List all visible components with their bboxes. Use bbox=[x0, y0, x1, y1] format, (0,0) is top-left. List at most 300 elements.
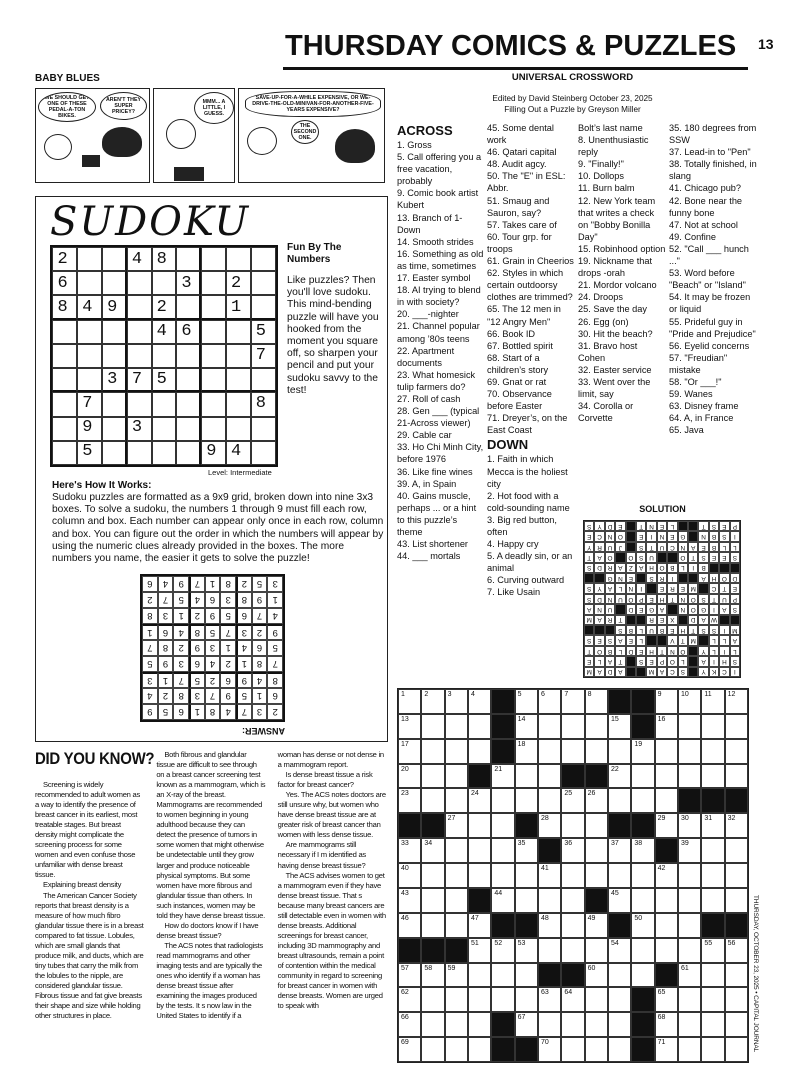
crossword-cell[interactable] bbox=[421, 863, 444, 888]
clue: 27. Roll of cash bbox=[397, 393, 461, 404]
crossword-cell[interactable] bbox=[445, 1037, 468, 1062]
crossword-cell[interactable] bbox=[608, 838, 631, 863]
crossword-cell[interactable] bbox=[515, 888, 538, 913]
crossword-cell[interactable] bbox=[655, 788, 678, 813]
solution-cell: D bbox=[730, 573, 740, 583]
clue: 34. Corolla or Corvette bbox=[578, 401, 634, 424]
crossword-cell[interactable] bbox=[468, 913, 491, 938]
crossword-cell[interactable] bbox=[468, 838, 491, 863]
crossword-cell[interactable] bbox=[538, 739, 561, 764]
black-square bbox=[631, 689, 654, 714]
crossword-cell[interactable] bbox=[678, 888, 701, 913]
crossword-cell[interactable] bbox=[678, 863, 701, 888]
crossword-cell[interactable] bbox=[515, 987, 538, 1012]
solution-cell: L bbox=[730, 646, 740, 656]
crossword-cell[interactable] bbox=[445, 714, 468, 739]
crossword-cell[interactable] bbox=[445, 888, 468, 913]
clue-number: 36 bbox=[564, 840, 573, 848]
crossword-cell[interactable] bbox=[701, 863, 724, 888]
crossword-cell[interactable] bbox=[678, 813, 701, 838]
crossword-cell[interactable] bbox=[398, 987, 421, 1012]
crossword-cell[interactable] bbox=[631, 764, 654, 789]
crossword-cell[interactable] bbox=[585, 714, 608, 739]
crossword-cell[interactable] bbox=[445, 987, 468, 1012]
solution-cell: T bbox=[615, 615, 625, 625]
sudoku-answer-cell: 9 bbox=[142, 704, 158, 720]
crossword-cell[interactable] bbox=[678, 987, 701, 1012]
crossword-cell[interactable] bbox=[421, 987, 444, 1012]
crossword-cell[interactable] bbox=[468, 938, 491, 963]
clue: 60. Tour grp. for troops bbox=[487, 231, 552, 254]
sudoku-answer-cell: 5 bbox=[173, 592, 189, 608]
crossword-cell[interactable] bbox=[585, 838, 608, 863]
speech-bubble: THE SECOND ONE. bbox=[291, 120, 319, 144]
crossword-cell[interactable] bbox=[725, 739, 748, 764]
crossword-cell[interactable] bbox=[515, 1012, 538, 1037]
crossword-cell[interactable] bbox=[585, 938, 608, 963]
crossword-cell[interactable] bbox=[515, 788, 538, 813]
sudoku-answer-cell: 7 bbox=[158, 592, 174, 608]
crossword-cell[interactable] bbox=[701, 813, 724, 838]
solution-cell: S bbox=[636, 542, 646, 552]
solution-cell: D bbox=[594, 594, 604, 604]
solution-cell: O bbox=[615, 531, 625, 541]
crossword-cell[interactable] bbox=[701, 938, 724, 963]
solution-cell: N bbox=[667, 646, 677, 656]
solution-cell: A bbox=[698, 615, 708, 625]
crossword-cell[interactable] bbox=[631, 788, 654, 813]
crossword-cell[interactable] bbox=[398, 764, 421, 789]
clue-number: 48 bbox=[541, 914, 549, 922]
crossword-cell[interactable] bbox=[515, 838, 538, 863]
crossword-cell[interactable] bbox=[398, 739, 421, 764]
crossword-cell[interactable] bbox=[561, 813, 584, 838]
crossword-cell[interactable] bbox=[421, 714, 444, 739]
crossword-cell[interactable] bbox=[725, 1037, 748, 1062]
crossword-cell[interactable] bbox=[608, 739, 631, 764]
crossword-cell[interactable] bbox=[725, 938, 748, 963]
clue-section-heading: DOWN bbox=[487, 437, 529, 453]
crossword-cell[interactable] bbox=[678, 739, 701, 764]
sudoku-answer-cell: 2 bbox=[158, 688, 174, 704]
crossword-cell[interactable] bbox=[701, 888, 724, 913]
clue: 57. "Freudian" mistake bbox=[669, 352, 728, 375]
tablet-drawing bbox=[82, 155, 100, 167]
crossword-cell[interactable] bbox=[701, 739, 724, 764]
solution-cell: R bbox=[657, 573, 667, 583]
crossword-cell[interactable] bbox=[725, 987, 748, 1012]
crossword-cell[interactable] bbox=[585, 689, 608, 714]
crossword-cell[interactable] bbox=[398, 863, 421, 888]
footer-dateline: THURSDAY, OCTOBER 23, 2025 • CAPITAL JOURNAL bbox=[752, 895, 759, 1053]
crossword-cell[interactable] bbox=[538, 788, 561, 813]
crossword-cell[interactable] bbox=[398, 1037, 421, 1062]
solution-cell: A bbox=[605, 583, 615, 593]
crossword-cell[interactable] bbox=[445, 838, 468, 863]
crossword-cell[interactable] bbox=[678, 838, 701, 863]
crossword-cell[interactable] bbox=[468, 813, 491, 838]
clue-number: 51 bbox=[471, 939, 479, 947]
crossword-cell[interactable] bbox=[538, 863, 561, 888]
crossword-cell[interactable] bbox=[515, 764, 538, 789]
black-square bbox=[491, 1012, 514, 1037]
clue-number: 13 bbox=[401, 715, 409, 723]
crossword-cell[interactable] bbox=[398, 1012, 421, 1037]
crossword-cell[interactable] bbox=[725, 764, 748, 789]
crossword-cell[interactable] bbox=[421, 788, 444, 813]
article-paragraph: The ACS notes that radiologists read mammograms and other imaging tests and are typically the ones who identify if a woman has dense breast tissue after examining the images produced by the tests. It s now law in the United States to identify if a woman has dense or not dense in a mammogram report. bbox=[156, 750, 384, 1021]
crossword-cell[interactable] bbox=[538, 813, 561, 838]
crossword-cell[interactable] bbox=[561, 739, 584, 764]
crossword-cell[interactable] bbox=[585, 963, 608, 988]
solution-black-square bbox=[626, 656, 636, 666]
crossword-cell[interactable] bbox=[538, 1037, 561, 1062]
crossword-cell[interactable] bbox=[561, 788, 584, 813]
solution-cell: A bbox=[636, 563, 646, 573]
solution-cell: E bbox=[667, 625, 677, 635]
sudoku-answer-cell: 9 bbox=[205, 608, 221, 624]
sudoku-answer-cell: 8 bbox=[189, 624, 205, 640]
crossword-cell[interactable] bbox=[585, 1012, 608, 1037]
crossword-cell[interactable] bbox=[561, 913, 584, 938]
solution-cell: M bbox=[584, 667, 594, 677]
sudoku-answer-cell: 6 bbox=[205, 592, 221, 608]
crossword-cell[interactable] bbox=[491, 863, 514, 888]
crossword-cell[interactable] bbox=[678, 689, 701, 714]
sudoku-title: SUDOKU bbox=[50, 199, 251, 245]
crossword-cell[interactable] bbox=[585, 813, 608, 838]
crossword-cell[interactable] bbox=[678, 963, 701, 988]
crossword-cell[interactable] bbox=[515, 739, 538, 764]
crossword-cell[interactable] bbox=[608, 764, 631, 789]
crossword-cell[interactable] bbox=[538, 913, 561, 938]
crossword-cell[interactable] bbox=[561, 863, 584, 888]
clue: 59. Wanes bbox=[669, 389, 713, 400]
crossword-cell[interactable] bbox=[725, 963, 748, 988]
crossword-cell[interactable] bbox=[631, 888, 654, 913]
crossword-cell[interactable] bbox=[538, 938, 561, 963]
clue-number: 37 bbox=[611, 840, 619, 848]
crossword-cell[interactable] bbox=[468, 714, 491, 739]
crossword-cell[interactable] bbox=[608, 1037, 631, 1062]
crossword-cell[interactable] bbox=[515, 863, 538, 888]
sudoku-row: 375 bbox=[57, 370, 281, 390]
black-square bbox=[421, 938, 444, 963]
crossword-cell[interactable] bbox=[701, 1012, 724, 1037]
crossword-cell[interactable] bbox=[445, 963, 468, 988]
solution-cell: S bbox=[636, 552, 646, 562]
sudoku-answer-cell: 1 bbox=[142, 624, 158, 640]
solution-cell: E bbox=[584, 531, 594, 541]
clue: 24. Droops bbox=[578, 292, 623, 303]
crossword-cell[interactable] bbox=[655, 1012, 678, 1037]
crossword-cell[interactable] bbox=[701, 963, 724, 988]
crossword-cell[interactable] bbox=[515, 689, 538, 714]
crossword-cell[interactable] bbox=[445, 764, 468, 789]
crossword-cell[interactable] bbox=[468, 689, 491, 714]
crossword-cell[interactable] bbox=[491, 764, 514, 789]
black-square bbox=[538, 838, 561, 863]
crossword-cell[interactable] bbox=[561, 1012, 584, 1037]
sudoku-answer-cell: 1 bbox=[158, 672, 174, 688]
solution-cell: E bbox=[657, 521, 667, 531]
crossword-cell[interactable] bbox=[655, 764, 678, 789]
crossword-cell[interactable] bbox=[491, 888, 514, 913]
solution-cell: S bbox=[709, 521, 719, 531]
crossword-cell[interactable] bbox=[468, 1012, 491, 1037]
clue: 19. Nickname that drops -orah bbox=[578, 256, 653, 279]
crossword-cell[interactable] bbox=[561, 689, 584, 714]
solution-cell: N bbox=[605, 594, 615, 604]
crossword-cell[interactable] bbox=[655, 938, 678, 963]
crossword-cell[interactable] bbox=[725, 888, 748, 913]
crossword-cell[interactable] bbox=[725, 813, 748, 838]
clue: 62. Styles in which certain outdoorsy clothes are trimmed? bbox=[487, 268, 573, 303]
clue-column-2 bbox=[487, 122, 575, 599]
crossword-cell[interactable] bbox=[491, 788, 514, 813]
solution-cell: P bbox=[730, 594, 740, 604]
did-you-know-title: DID YOU KNOW? bbox=[35, 749, 155, 768]
crossword-cell[interactable] bbox=[631, 739, 654, 764]
black-square bbox=[725, 788, 748, 813]
crossword-cell[interactable] bbox=[491, 838, 514, 863]
clue: 42. Bone near the funny bone bbox=[669, 195, 743, 218]
sudoku-answer-cell: 6 bbox=[236, 608, 252, 624]
clue: 14. Smooth strides bbox=[397, 236, 474, 247]
crossword-cell[interactable] bbox=[398, 838, 421, 863]
clue-number: 52 bbox=[494, 939, 503, 947]
article-paragraph: The ACS advises women to get a mammogram even if they have dense breast tissue. That s because many breast cancers are still detectable even in women with dense breasts. Additional screenings for breast cancer, including 3D mammography and breast ultrasounds, remain a point of contention within the medical community in regard to screening for breast cancer in women with dense breasts. Women are urged to speak with bbox=[277, 870, 386, 1011]
solution-cell: P bbox=[657, 656, 667, 666]
clue-number: 70 bbox=[541, 1039, 549, 1047]
black-square bbox=[655, 963, 678, 988]
solution-black-square bbox=[636, 615, 646, 625]
crossword-cell[interactable] bbox=[468, 963, 491, 988]
clue-number: 59 bbox=[447, 964, 456, 972]
crossword-cell[interactable] bbox=[701, 1037, 724, 1062]
crossword-cell[interactable] bbox=[701, 987, 724, 1012]
crossword-cell[interactable] bbox=[725, 1012, 748, 1037]
crossword-cell[interactable] bbox=[608, 938, 631, 963]
solution-cell: S bbox=[615, 625, 625, 635]
clue-number: 9 bbox=[657, 691, 662, 698]
crossword-cell[interactable] bbox=[445, 863, 468, 888]
solution-cell: I bbox=[636, 583, 646, 593]
crossword-cell[interactable] bbox=[468, 788, 491, 813]
crossword-cell[interactable] bbox=[398, 689, 421, 714]
crossword-cell[interactable] bbox=[445, 813, 468, 838]
crossword-cell[interactable] bbox=[561, 938, 584, 963]
crossword-cell[interactable] bbox=[725, 863, 748, 888]
crossword-cell[interactable] bbox=[491, 963, 514, 988]
crossword-cell[interactable] bbox=[585, 788, 608, 813]
solution-cell: L bbox=[730, 542, 740, 552]
crossword-cell[interactable] bbox=[468, 863, 491, 888]
sudoku-row: 9 3 bbox=[57, 418, 281, 438]
clue: 10. Dollops bbox=[578, 171, 624, 182]
black-square bbox=[585, 888, 608, 913]
crossword-cell[interactable] bbox=[655, 739, 678, 764]
crossword-cell[interactable] bbox=[538, 888, 561, 913]
crossword-cell[interactable] bbox=[631, 913, 654, 938]
sudoku-answer-cell: 9 bbox=[220, 688, 236, 704]
crossword-cell[interactable] bbox=[725, 689, 748, 714]
clue: 67. Bottled spirit bbox=[487, 340, 553, 351]
crossword-cell[interactable] bbox=[655, 714, 678, 739]
crossword-cell[interactable] bbox=[538, 987, 561, 1012]
crossword-cell[interactable] bbox=[678, 764, 701, 789]
crossword-cell[interactable] bbox=[608, 714, 631, 739]
solution-cell: N bbox=[626, 583, 636, 593]
crossword-cell[interactable] bbox=[585, 913, 608, 938]
crossword-cell[interactable] bbox=[398, 788, 421, 813]
crossword-cell[interactable] bbox=[398, 963, 421, 988]
crossword-cell[interactable] bbox=[655, 987, 678, 1012]
clue: 16. Something as old as time, sometimes bbox=[397, 248, 484, 271]
crossword-cell[interactable] bbox=[421, 1012, 444, 1037]
crossword-cell[interactable] bbox=[678, 938, 701, 963]
crossword-cell[interactable] bbox=[631, 963, 654, 988]
solution-cell: E bbox=[615, 521, 625, 531]
solution-cell: S bbox=[730, 656, 740, 666]
clue-number: 33 bbox=[401, 840, 409, 848]
speech-bubble: MMM... A LITTLE, I GUESS. bbox=[194, 92, 234, 124]
solution-cell: B bbox=[709, 542, 719, 552]
crossword-cell[interactable] bbox=[491, 987, 514, 1012]
solution-cell: C bbox=[667, 542, 677, 552]
solution-cell: J bbox=[615, 542, 625, 552]
crossword-cell[interactable] bbox=[655, 1037, 678, 1062]
crossword-cell[interactable] bbox=[515, 714, 538, 739]
crossword-cell[interactable] bbox=[585, 739, 608, 764]
crossword-cell[interactable] bbox=[421, 1037, 444, 1062]
crossword-cell[interactable] bbox=[421, 888, 444, 913]
crossword-cell[interactable] bbox=[655, 913, 678, 938]
crossword-cell[interactable] bbox=[491, 938, 514, 963]
solution-black-square bbox=[688, 521, 698, 531]
sudoku-row: 7 8 bbox=[57, 394, 281, 414]
crossword-cell[interactable] bbox=[538, 689, 561, 714]
crossword-cell[interactable] bbox=[538, 714, 561, 739]
crossword-cell[interactable] bbox=[398, 888, 421, 913]
solution-cell: E bbox=[730, 583, 740, 593]
solution-cell: B bbox=[709, 531, 719, 541]
sudoku-answer-cell: 8 bbox=[252, 656, 268, 672]
crossword-cell[interactable] bbox=[561, 714, 584, 739]
crossword-cell[interactable] bbox=[421, 838, 444, 863]
crossword-cell[interactable] bbox=[701, 838, 724, 863]
crossword-cell[interactable] bbox=[725, 714, 748, 739]
crossword-cell[interactable] bbox=[538, 764, 561, 789]
crossword-cell[interactable] bbox=[398, 714, 421, 739]
clue-number: 65 bbox=[657, 989, 666, 997]
crossword-cell[interactable] bbox=[421, 689, 444, 714]
crossword-cell[interactable] bbox=[701, 714, 724, 739]
crossword-cell[interactable] bbox=[561, 888, 584, 913]
crossword-cell[interactable] bbox=[585, 987, 608, 1012]
solution-cell: O bbox=[626, 552, 636, 562]
crossword-cell[interactable] bbox=[655, 813, 678, 838]
crossword-cell[interactable] bbox=[421, 764, 444, 789]
crossword-cell[interactable] bbox=[445, 1012, 468, 1037]
crossword-cell[interactable] bbox=[445, 739, 468, 764]
crossword-cell[interactable] bbox=[421, 913, 444, 938]
crossword-cell[interactable] bbox=[655, 689, 678, 714]
solution-cell: E bbox=[626, 573, 636, 583]
solution-cell: G bbox=[605, 573, 615, 583]
sudoku-answer-cell: 6 bbox=[267, 688, 283, 704]
crossword-cell[interactable] bbox=[608, 888, 631, 913]
crossword-cell[interactable] bbox=[468, 987, 491, 1012]
crossword-cell[interactable] bbox=[398, 913, 421, 938]
sudoku-answer-cell: 9 bbox=[252, 592, 268, 608]
clue-number: 66 bbox=[401, 1014, 409, 1022]
crossword-cell[interactable] bbox=[445, 913, 468, 938]
solution-cell: V bbox=[667, 635, 677, 645]
crossword-cell[interactable] bbox=[678, 1012, 701, 1037]
crossword-cell[interactable] bbox=[631, 863, 654, 888]
crossword-cell[interactable] bbox=[678, 1037, 701, 1062]
crossword-cell[interactable] bbox=[491, 813, 514, 838]
clue-number: 8 bbox=[587, 691, 592, 698]
crossword-cell[interactable] bbox=[421, 963, 444, 988]
crossword-cell[interactable] bbox=[678, 913, 701, 938]
crossword-cell[interactable] bbox=[631, 838, 654, 863]
solution-cell: I bbox=[688, 563, 698, 573]
crossword-cell[interactable] bbox=[561, 1037, 584, 1062]
crossword-cell[interactable] bbox=[468, 739, 491, 764]
crossword-cell[interactable] bbox=[515, 963, 538, 988]
clue-number: 30 bbox=[681, 815, 689, 823]
crossword-cell[interactable] bbox=[608, 1012, 631, 1037]
crossword-cell[interactable] bbox=[445, 788, 468, 813]
clue-number: 55 bbox=[704, 939, 713, 947]
black-square bbox=[631, 813, 654, 838]
crossword-cell[interactable] bbox=[701, 689, 724, 714]
solution-cell: M bbox=[584, 615, 594, 625]
crossword-cell[interactable] bbox=[421, 739, 444, 764]
solution-cell: K bbox=[709, 667, 719, 677]
clue: 29. Cable car bbox=[397, 430, 452, 441]
crossword-cell[interactable] bbox=[445, 689, 468, 714]
solution-black-square bbox=[626, 615, 636, 625]
crossword-cell[interactable] bbox=[701, 764, 724, 789]
clue: 41. Chicago pub? bbox=[669, 183, 742, 194]
crossword-cell[interactable] bbox=[608, 963, 631, 988]
clue-number: 6 bbox=[541, 691, 545, 698]
crossword-cell[interactable] bbox=[585, 1037, 608, 1062]
crossword-cell[interactable] bbox=[631, 938, 654, 963]
crossword-cell[interactable] bbox=[608, 863, 631, 888]
crossword-cell[interactable] bbox=[678, 714, 701, 739]
crossword-cell[interactable] bbox=[725, 838, 748, 863]
sudoku-answer-grid bbox=[140, 574, 285, 722]
crossword-cell[interactable] bbox=[608, 788, 631, 813]
crossword-cell[interactable] bbox=[538, 1012, 561, 1037]
black-square bbox=[631, 987, 654, 1012]
crossword-cell[interactable] bbox=[468, 1037, 491, 1062]
solution-cell: Z bbox=[626, 563, 636, 573]
sudoku-answer-cell: 1 bbox=[189, 704, 205, 720]
crossword-cell[interactable] bbox=[655, 863, 678, 888]
comic-panel-3 bbox=[238, 88, 385, 183]
crossword-cell[interactable] bbox=[561, 987, 584, 1012]
crossword-cell[interactable] bbox=[561, 838, 584, 863]
crossword-cell[interactable] bbox=[585, 863, 608, 888]
crossword-cell[interactable] bbox=[655, 888, 678, 913]
crossword-cell[interactable] bbox=[515, 938, 538, 963]
crossword-cell[interactable] bbox=[608, 987, 631, 1012]
